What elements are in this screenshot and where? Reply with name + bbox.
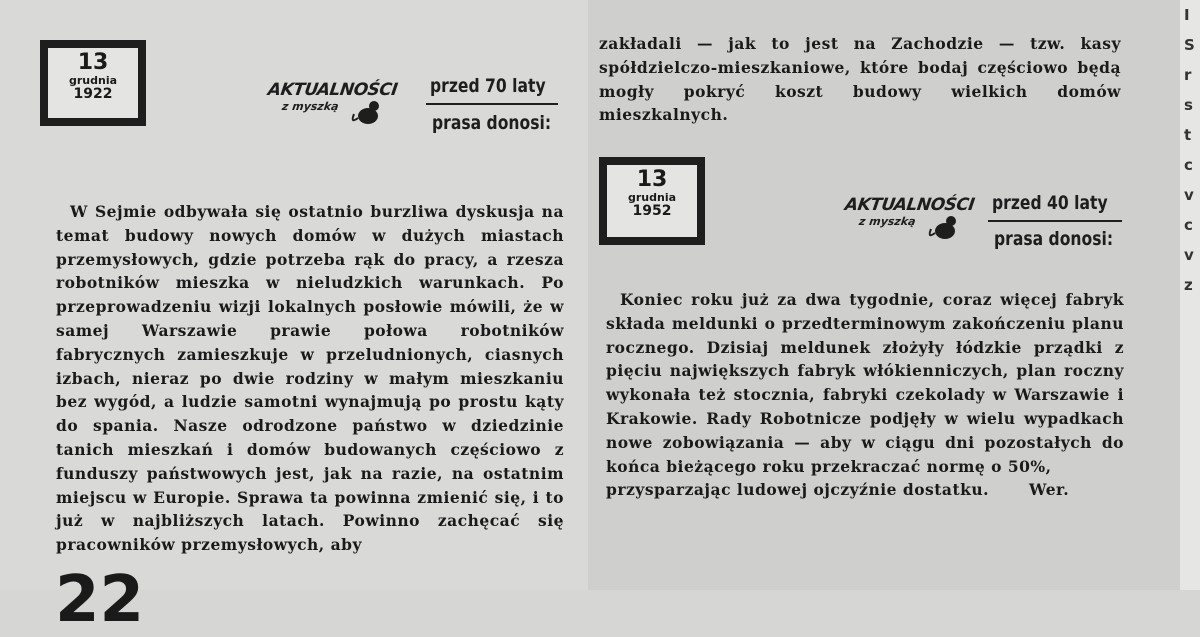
aktualnosci-logo — [843, 195, 976, 255]
tagline-press-reports: prasa donosi: — [994, 228, 1114, 250]
tagline-years-ago: przed 40 laty — [992, 192, 1108, 214]
page-number: 22 — [55, 563, 145, 637]
last-line-text: przysparzając ludowej ojczyźnie dostatku. — [606, 480, 990, 500]
logo-line-2: z myszką — [858, 215, 917, 228]
date-box-1922 — [40, 40, 146, 126]
date-year: 1922 — [73, 86, 113, 102]
tagline-rule — [988, 220, 1122, 222]
continuation-text: zakładali — jak to jest na Zachodzie — tzw. kasy spółdzielczo-mieszkaniowe, które bodaj częściowo będą mogły pokryć koszt budowy wielkich domów mieszkalnych. — [599, 34, 1121, 125]
article-continuation — [599, 32, 1121, 127]
adjacent-page-edge: I S r s t c v c v z — [1180, 0, 1200, 590]
article-1922-text: W Sejmie odbywała się ostatnio burzliwa dyskusja na temat budowy nowych domów w dużych miastach przemysłowych, gdzie potrzeba rąk do pracy, a rzesza robotników mieszka w nieludzkich warunkach. Po przeprowadzeniu wizji lokalnych posłowie mówili, że w samej Warszawie prawie połowa robotników fabrycznych zamieszkuje w przeludnionych, ciasnych izbach, nieraz po dwie rodziny w małym mieszkaniu bez wygód, a ludzie samotni wynajmują po prostu kąty do spania. Nasze odrodzone państwo w dziedzinie tanich mieszkań i domów budowanych częściowo z funduszy państwowych jest, jak na razie, na ostatnim miejscu w Europie. Sprawa ta powinna zmienić się, i to już w najbliższych latach. Powinno zachęcać się pracowników przemysłowych, aby — [56, 202, 564, 555]
mouse-icon — [350, 96, 382, 126]
date-box-1952 — [599, 157, 705, 245]
aktualnosci-logo — [266, 80, 399, 140]
article-1952-text: Koniec roku już za dwa tygodnie, coraz więcej fabryk składa meldunki o przedterminowym zakończeniu planu rocznego. Dzisiaj meldunek złożyły łódzkie prządki z pięciu największych fabryk włókienniczych, plan roczny wykonała też stocznia, fabryki czekolady w Warszawie i Krakowie. Rady Robotnicze podjęły w wielu wypadkach nowe zobowiązania — aby w ciągu dni pozostałych do końca bieżącego roku przekraczać normę o 50%, — [606, 290, 1124, 476]
date-day: 13 — [77, 50, 109, 75]
tagline-years-ago: przed 70 laty — [430, 75, 546, 97]
article-1952-last-line — [606, 478, 1124, 502]
logo-line-1: AKTUALNOŚCI — [266, 80, 399, 100]
tagline-press-reports: prasa donosi: — [432, 112, 552, 134]
logo-line-1: AKTUALNOŚCI — [843, 195, 976, 215]
date-day: 13 — [636, 167, 668, 192]
article-1922 — [56, 200, 564, 557]
article-1952 — [606, 288, 1124, 502]
date-month: grudnia — [68, 74, 118, 87]
tagline-rule — [426, 103, 558, 105]
author-signature: Wer. — [1029, 480, 1070, 500]
mouse-icon — [927, 211, 959, 241]
date-month: grudnia — [627, 191, 677, 204]
logo-line-2: z myszką — [281, 100, 340, 113]
date-year: 1952 — [632, 203, 672, 219]
